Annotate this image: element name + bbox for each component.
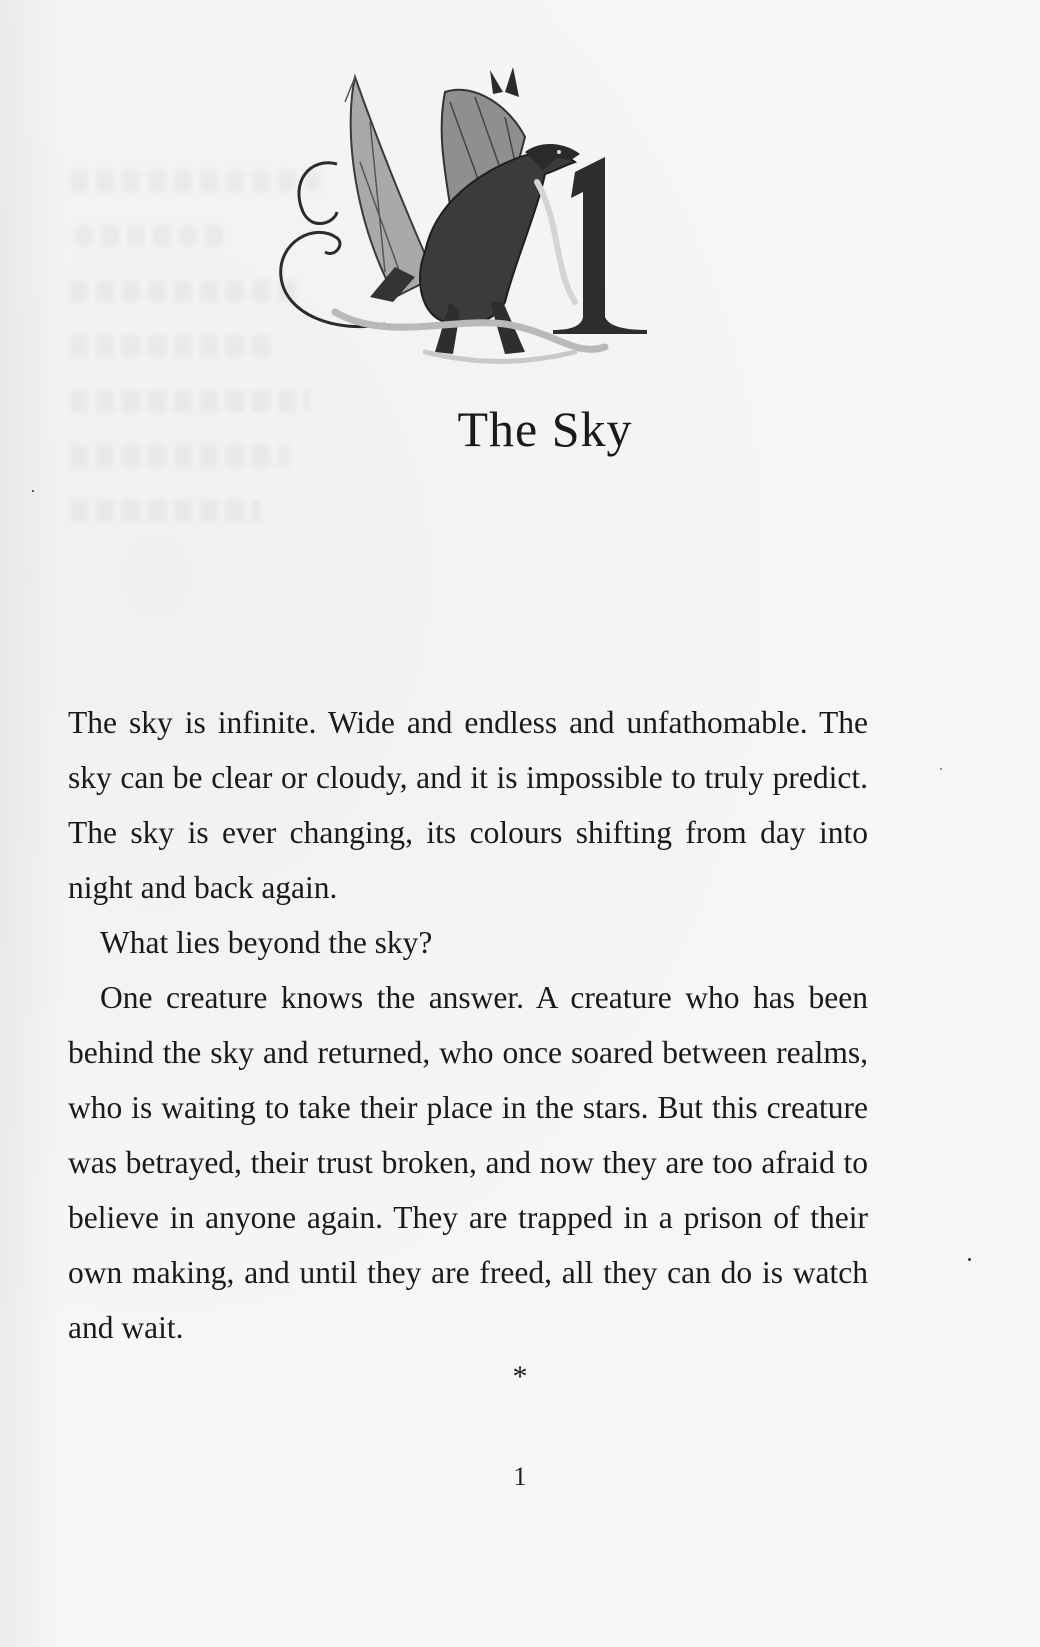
chapter-numeral-graphic (553, 157, 647, 334)
dragon-icon (275, 62, 675, 377)
chapter-emblem (275, 62, 675, 377)
chapter-title-text: The Sky (457, 401, 633, 457)
separator-asterisk: * (512, 1360, 528, 1393)
paragraph: One creature knows the answer. A creature who has been behind the sky and returned, who once soared between realms, who is waiting to take their place in the stars. But this creature was betrayed, their trust broken, and now they are too afraid to believe in anyone again. They are trapped in a prison of their own making, and until they are freed, all they can do is watch and wait. (68, 980, 868, 1345)
chapter-body (68, 695, 868, 1355)
show-through-line (70, 500, 260, 522)
section-separator (0, 1360, 1040, 1394)
paragraph: What lies beyond the sky? (100, 925, 433, 960)
paragraph: The sky is infinite. Wide and endless and unfathomable. The sky can be clear or cloudy, and it is impossible to truly predict. The sky is ever changing, its colours shifting from day into night and back again. (68, 705, 868, 905)
paper-speck (32, 490, 34, 492)
show-through-line (70, 280, 300, 302)
chapter-title (0, 400, 1040, 458)
page-number: 1 (513, 1462, 527, 1491)
paper-speck (968, 1258, 971, 1261)
paper-speck (940, 768, 942, 770)
show-through-line (70, 335, 270, 357)
show-through-line (75, 225, 225, 247)
